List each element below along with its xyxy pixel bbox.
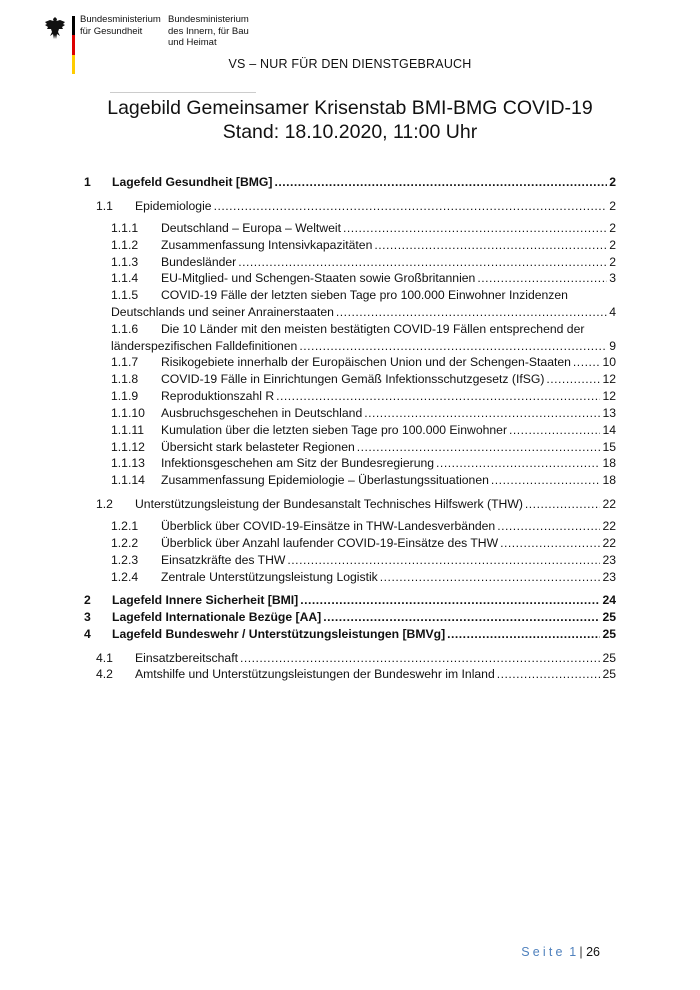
toc-page: 22 (602, 519, 616, 533)
toc-page: 3 (609, 271, 616, 285)
toc-page: 24 (602, 593, 616, 607)
toc-label: Lagefeld Gesundheit [BMG] (112, 175, 273, 189)
toc-entry-1-1-7[interactable] (111, 355, 616, 369)
toc-number: 4 (84, 627, 91, 641)
toc-entry-1-1-11[interactable] (111, 423, 616, 437)
toc-page: 22 (602, 497, 616, 511)
toc-number: 2 (84, 593, 91, 607)
toc-label: EU-Mitglied- und Schengen-Staaten sowie Großbritannien (161, 271, 476, 285)
toc-entry-1-1-8[interactable] (111, 372, 616, 386)
toc-page: 23 (602, 553, 616, 567)
toc-page: 23 (602, 570, 616, 584)
toc-label: Deutschland – Europa – Weltweit (161, 221, 341, 235)
toc-leader (274, 175, 607, 189)
toc-label: Lagefeld Bundeswehr / Unterstützungsleistungen [BMVg] (112, 627, 446, 641)
header-divider (110, 92, 256, 93)
toc-number: 1.1.1 (111, 221, 139, 235)
toc-entry-1-1-10[interactable] (111, 406, 616, 420)
toc-label: Übersicht stark belasteter Regionen (161, 440, 355, 454)
toc-entry-1-1-14[interactable] (111, 473, 616, 487)
toc-leader (276, 389, 600, 403)
toc-page: 25 (602, 610, 616, 624)
toc-page: 14 (602, 423, 616, 437)
toc-page: 15 (602, 440, 616, 454)
toc-label: Ausbruchsgeschehen in Deutschland (161, 406, 363, 420)
toc-label: Zentrale Unterstützungsleistung Logistik (161, 570, 378, 584)
page-label: Seite (521, 945, 566, 959)
toc-label: Risikogebiete innerhalb der Europäischen Union und der Schengen-Staaten (161, 355, 571, 369)
toc-leader (497, 519, 600, 533)
toc-page: 2 (609, 255, 616, 269)
toc-page: 13 (602, 406, 616, 420)
toc-entry-1-1-5-continued[interactable] (111, 305, 616, 319)
toc-number: 1.1.8 (111, 372, 139, 386)
toc-page: 10 (602, 355, 616, 369)
toc-leader (573, 355, 601, 369)
toc-label: Kumulation über die letzten sieben Tage pro 100.000 Einwohner (161, 423, 508, 437)
toc-entry-4-2[interactable] (96, 667, 616, 681)
toc-label: Reproduktionszahl R (161, 389, 275, 403)
toc-leader (343, 221, 607, 235)
toc-entry-3[interactable] (84, 610, 616, 624)
toc-leader (380, 570, 601, 584)
toc-label: Lagefeld Internationale Bezüge [AA] (112, 610, 322, 624)
toc-leader (525, 497, 601, 511)
toc-number: 4.2 (96, 667, 113, 681)
toc-number: 1.1.6 (111, 322, 139, 336)
page-separator: | (579, 945, 583, 959)
toc-leader (546, 372, 600, 386)
toc-leader (323, 610, 600, 624)
toc-number: 1.2.4 (111, 570, 139, 584)
toc-label: Die 10 Länder mit den meisten bestätigten COVID-19 Fällen entsprechend der (161, 322, 585, 336)
toc-number: 1.2.2 (111, 536, 139, 550)
toc-number: 1.2.1 (111, 519, 139, 533)
title-line-2: Stand: 18.10.2020, 11:00 Uhr (222, 121, 478, 143)
classification-label: VS – NUR FÜR DEN DIENSTGEBRAUCH (228, 57, 472, 71)
toc-number: 3 (84, 610, 91, 624)
toc-entry-1-1-12[interactable] (111, 440, 616, 454)
toc-label: Überblick über Anzahl laufender COVID-19-Einsätze des THW (161, 536, 499, 550)
toc-number: 1.1.9 (111, 389, 139, 403)
toc-page: 2 (609, 175, 616, 189)
toc-number: 4.1 (96, 651, 113, 665)
toc-label: COVID-19 Fälle der letzten sieben Tage pro 100.000 Einwohner Inzidenzen (161, 288, 568, 302)
toc-label: Amtshilfe und Unterstützungsleistungen der Bundeswehr im Inland (135, 667, 495, 681)
toc-page: 22 (602, 536, 616, 550)
toc-page: 12 (602, 389, 616, 403)
toc-leader (477, 271, 607, 285)
toc-label: COVID-19 Fälle in Einrichtungen Gemäß Infektionsschutzgesetz (IfSG) (161, 372, 545, 386)
toc-entry-1[interactable] (84, 175, 616, 189)
toc-label: Unterstützungsleistung der Bundesanstalt Technisches Hilfswerk (THW) (135, 497, 523, 511)
toc-number: 1.2 (96, 497, 113, 511)
toc-entry-4[interactable] (84, 627, 616, 641)
toc-entry-1-1[interactable] (96, 199, 616, 213)
toc-entry-1-2-4[interactable] (111, 570, 616, 584)
toc-entry-1-1-1[interactable] (111, 221, 616, 235)
toc-entry-1-2-2[interactable] (111, 536, 616, 550)
ministry-interior-name: Bundesministerium des Innern, für Bau und Heimat (168, 14, 249, 48)
toc-entry-1-1-13[interactable] (111, 456, 616, 470)
toc-leader (336, 305, 607, 319)
toc-label-continued: Deutschlands und seiner Anrainerstaaten (111, 305, 334, 319)
toc-page: 18 (602, 473, 616, 487)
toc-label: Infektionsgeschehen am Sitz der Bundesregierung (161, 456, 435, 470)
toc-leader (491, 473, 601, 487)
toc-entry-1-2-1[interactable] (111, 519, 616, 533)
toc-leader (500, 536, 600, 550)
toc-page: 4 (609, 305, 616, 319)
toc-page: 2 (609, 221, 616, 235)
toc-number: 1.2.3 (111, 553, 139, 567)
title-line-1: Lagebild Gemeinsamer Krisenstab BMI-BMG COVID-19 (107, 97, 593, 119)
toc-label: Epidemiologie (135, 199, 212, 213)
toc-label: Lagefeld Innere Sicherheit [BMI] (112, 593, 299, 607)
toc-page: 25 (602, 667, 616, 681)
toc-entry-1-1-6[interactable] (111, 322, 616, 336)
toc-entry-1-1-4[interactable] (111, 271, 616, 285)
toc-page: 2 (609, 238, 616, 252)
toc-leader (436, 456, 600, 470)
toc-page: 2 (609, 199, 616, 213)
toc-leader (299, 339, 607, 353)
page-total: 26 (586, 945, 600, 959)
toc-leader (357, 440, 601, 454)
toc-label: Einsatzbereitschaft (135, 651, 238, 665)
ministry-health-name: Bundesministerium für Gesundheit (80, 14, 161, 37)
document-title (0, 96, 700, 144)
federal-eagle-icon (44, 16, 66, 40)
toc-label: Zusammenfassung Epidemiologie – Überlastungssituationen (161, 473, 489, 487)
toc-entry-2[interactable] (84, 593, 616, 607)
toc-number: 1.1.5 (111, 288, 139, 302)
page-footer (521, 945, 600, 959)
toc-leader (509, 423, 600, 437)
toc-leader (300, 593, 600, 607)
toc-leader (287, 553, 600, 567)
toc-number: 1 (84, 175, 91, 189)
toc-label-continued: länderspezifischen Falldefinitionen (111, 339, 298, 353)
toc-leader (374, 238, 607, 252)
toc-entry-4-1[interactable] (96, 651, 616, 665)
toc-page: 25 (602, 627, 616, 641)
toc-number: 1.1.12 (111, 440, 145, 454)
toc-leader (364, 406, 600, 420)
toc-page: 12 (602, 372, 616, 386)
toc-number: 1.1.3 (111, 255, 139, 269)
toc-label: Zusammenfassung Intensivkapazitäten (161, 238, 373, 252)
toc-leader (214, 199, 608, 213)
toc-number: 1.1.11 (111, 423, 144, 437)
toc-entry-1-2[interactable] (96, 497, 616, 511)
toc-number: 1.1.10 (111, 406, 145, 420)
toc-number: 1.1.14 (111, 473, 145, 487)
toc-number: 1.1.4 (111, 271, 139, 285)
toc-entry-1-1-2[interactable] (111, 238, 616, 252)
toc-number: 1.1.2 (111, 238, 139, 252)
toc-label: Bundesländer (161, 255, 237, 269)
toc-leader (238, 255, 607, 269)
toc-page: 9 (609, 339, 616, 353)
toc-page: 25 (602, 651, 616, 665)
toc-leader (447, 627, 600, 641)
page-current: 1 (569, 945, 580, 959)
toc-entry-1-1-6-continued[interactable] (111, 339, 616, 353)
toc-label: Überblick über COVID-19-Einsätze in THW-Landesverbänden (161, 519, 496, 533)
toc-number: 1.1.13 (111, 456, 145, 470)
toc-leader (497, 667, 601, 681)
toc-number: 1.1 (96, 199, 113, 213)
toc-page: 18 (602, 456, 616, 470)
toc-number: 1.1.7 (111, 355, 139, 369)
toc-entry-1-1-9[interactable] (111, 389, 616, 403)
toc-entry-1-1-5[interactable] (111, 288, 616, 302)
toc-entry-1-1-3[interactable] (111, 255, 616, 269)
toc-label: Einsatzkräfte des THW (161, 553, 286, 567)
toc-entry-1-2-3[interactable] (111, 553, 616, 567)
toc-leader (240, 651, 600, 665)
